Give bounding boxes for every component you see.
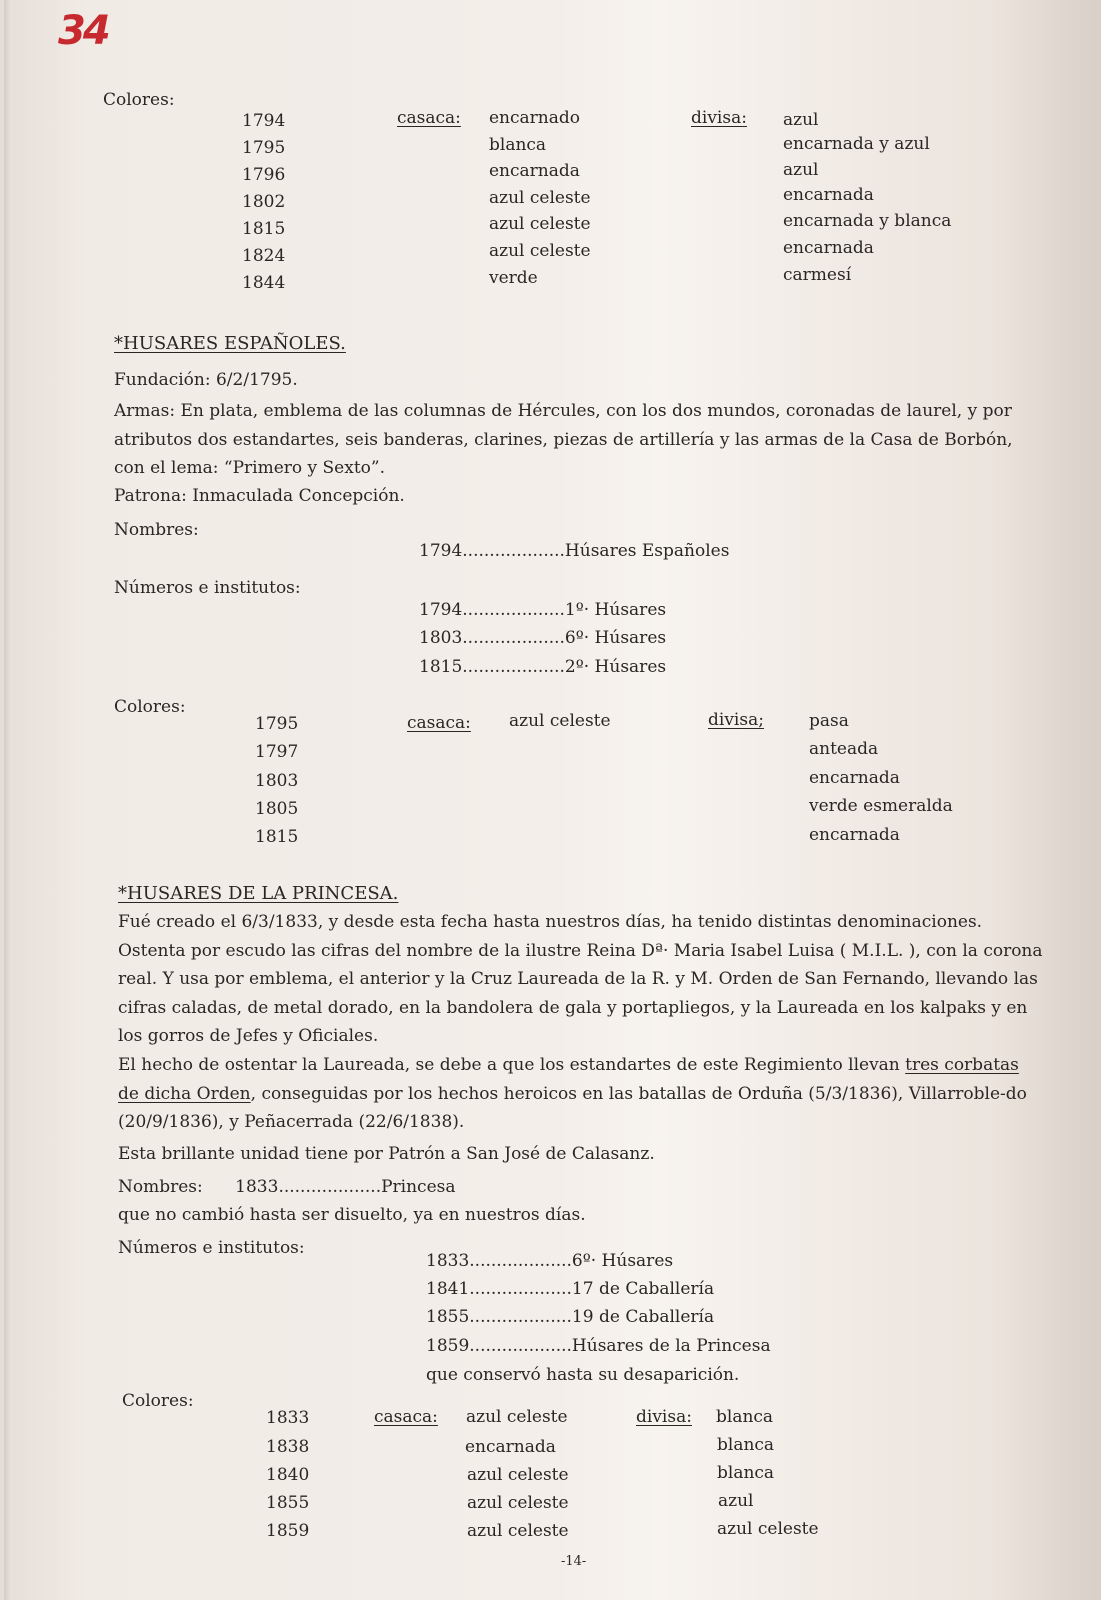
- princesa-divisa-label: divisa:: [636, 1407, 692, 1427]
- divisa-cell: blanca: [717, 1463, 775, 1483]
- princesa-paragraph-1: Fué creado el 6/3/1833, y desde esta fecha hasta nuestros días, ha tenido distintas denominaciones. Ostenta por escudo las cifras del nombre de la ilustre Reina Dª· Maria Isabel Luisa ( M.I.L. ), con la corona real. Y usa por emblema, el anterior y la Cruz Laureada de la R. y M. Orden de San Fernando, llevando las cifras caladas, de metal dorado, en la bandolera de gala y portapliegos, y la Laureada en los kalpaks y en los gorros de Jefes y Oficiales.: [118, 912, 1043, 1047]
- year-cell: 1795: [242, 138, 286, 158]
- year-cell: 1859: [266, 1521, 310, 1541]
- divisa-cell: encarnada: [809, 768, 900, 788]
- princesa-colores-label: Colores:: [122, 1391, 194, 1411]
- casaca-cell: verde: [489, 268, 538, 288]
- numeros-entry: 1859...................Húsares de la Princesa: [426, 1336, 771, 1356]
- princesa-numeros-cont: que conservó hasta su desaparición.: [426, 1365, 740, 1385]
- year-cell: 1796: [242, 165, 286, 185]
- nombres-label: Nombres:: [114, 520, 199, 540]
- year-cell: 1794: [242, 111, 286, 131]
- divisa-cell: blanca: [716, 1407, 774, 1427]
- year-cell: 1840: [266, 1465, 310, 1485]
- divisa-cell: encarnada: [809, 825, 900, 845]
- year-cell: 1855: [266, 1493, 310, 1513]
- casaca-cell: azul celeste: [489, 214, 591, 234]
- p2-text-b: , conseguidas por los hechos heroicos en las batallas de Orduña (5/3/1836), Villarroble-do (20/9/1836), y Peñacerrada (22/6/1838).: [118, 1083, 1027, 1133]
- casaca-cell: azul celeste: [489, 241, 591, 261]
- year-cell: 1815: [255, 827, 299, 847]
- divisa-cell: encarnada y blanca: [783, 211, 952, 231]
- year-cell: 1803: [255, 771, 299, 791]
- section-title-husares-espanoles: *HUSARES ESPAÑOLES.: [114, 333, 346, 354]
- printed-page-number: -14-: [561, 1554, 587, 1569]
- casaca-cell: blanca: [489, 135, 547, 155]
- numeros-entry: 1855...................19 de Caballería: [426, 1307, 715, 1327]
- year-cell: 1802: [242, 192, 286, 212]
- patrona-text: Patrona: Inmaculada Concepción.: [114, 486, 405, 506]
- casaca-cell: encarnada: [489, 161, 580, 181]
- casaca-cell: encarnada: [465, 1437, 556, 1457]
- divisa-cell: verde esmeralda: [809, 796, 953, 816]
- nombres-entry: 1794...................Húsares Españoles: [419, 541, 730, 561]
- divisa-cell: encarnada y azul: [783, 134, 930, 154]
- intro-colores-label: Colores:: [103, 90, 175, 110]
- p2-underlined: tres corbatas de dicha Orden: [118, 1055, 1019, 1104]
- princesa-numeros-label: Números e institutos:: [118, 1238, 305, 1258]
- armas-paragraph: Armas: En plata, emblema de las columnas de Hércules, con los dos mundos, coronadas de laurel, y por atributos dos estandartes, seis banderas, clarines, piezas de artillería y las armas de la Casa de Borbón, con el lema: “Primero y Sexto”.: [114, 401, 1013, 479]
- divisa-label: divisa;: [708, 710, 764, 730]
- divisa-cell: encarnada: [783, 238, 874, 258]
- princesa-paragraph-2: [118, 1051, 1044, 1137]
- divisa-cell: azul: [718, 1491, 754, 1511]
- casaca-cell: azul celeste: [509, 711, 611, 731]
- divisa-cell: carmesí: [783, 265, 852, 285]
- casaca-cell: azul celeste: [489, 188, 591, 208]
- year-cell: 1838: [266, 1437, 310, 1457]
- princesa-casaca-label: casaca:: [374, 1407, 438, 1427]
- casaca-cell: azul celeste: [466, 1407, 568, 1427]
- section-title-husares-princesa: *HUSARES DE LA PRINCESA.: [118, 883, 399, 904]
- fundacion-text: Fundación: 6/2/1795.: [114, 370, 298, 390]
- numeros-entry: 1803...................6º· Húsares: [419, 628, 667, 648]
- year-cell: 1844: [242, 273, 286, 293]
- year-cell: 1797: [255, 742, 299, 762]
- numeros-label: Números e institutos:: [114, 578, 301, 598]
- handwritten-page-number: 34: [58, 8, 108, 54]
- year-cell: 1805: [255, 799, 299, 819]
- year-cell: 1815: [242, 219, 286, 239]
- princesa-paragraph-3: Esta brillante unidad tiene por Patrón a San José de Calasanz.: [118, 1144, 655, 1164]
- year-cell: 1824: [242, 246, 286, 266]
- divisa-cell: azul celeste: [717, 1519, 819, 1539]
- numeros-entry: 1841...................17 de Caballería: [426, 1279, 715, 1299]
- numeros-entry: 1815...................2º· Húsares: [419, 657, 667, 677]
- p2-text-a: El hecho de ostentar la Laureada, se debe a que los estandartes de este Regimiento llevan: [118, 1055, 906, 1075]
- casaca-cell: azul celeste: [467, 1465, 569, 1485]
- divisa-cell: encarnada: [783, 185, 874, 205]
- intro-casaca-label: casaca:: [397, 108, 461, 128]
- page-edge: [4, 0, 12, 1600]
- year-cell: 1833: [266, 1408, 310, 1428]
- casaca-cell: azul celeste: [467, 1521, 569, 1541]
- year-cell: 1795: [255, 714, 299, 734]
- divisa-cell: azul: [783, 110, 819, 130]
- divisa-cell: azul: [783, 160, 819, 180]
- casaca-label: casaca:: [407, 713, 471, 733]
- colores-label: Colores:: [114, 697, 186, 717]
- numeros-entry: 1833...................6º· Húsares: [426, 1251, 674, 1271]
- casaca-cell: azul celeste: [467, 1493, 569, 1513]
- princesa-nombres-cont: que no cambió hasta ser disuelto, ya en nuestros días.: [118, 1205, 586, 1225]
- numeros-entry: 1794...................1º· Húsares: [419, 600, 667, 620]
- divisa-cell: blanca: [717, 1435, 775, 1455]
- casaca-cell: encarnado: [489, 108, 580, 128]
- divisa-cell: anteada: [809, 739, 879, 759]
- princesa-nombres-line: Nombres: 1833...................Princesa: [118, 1177, 456, 1197]
- intro-divisa-label: divisa:: [691, 108, 747, 128]
- divisa-cell: pasa: [809, 711, 849, 731]
